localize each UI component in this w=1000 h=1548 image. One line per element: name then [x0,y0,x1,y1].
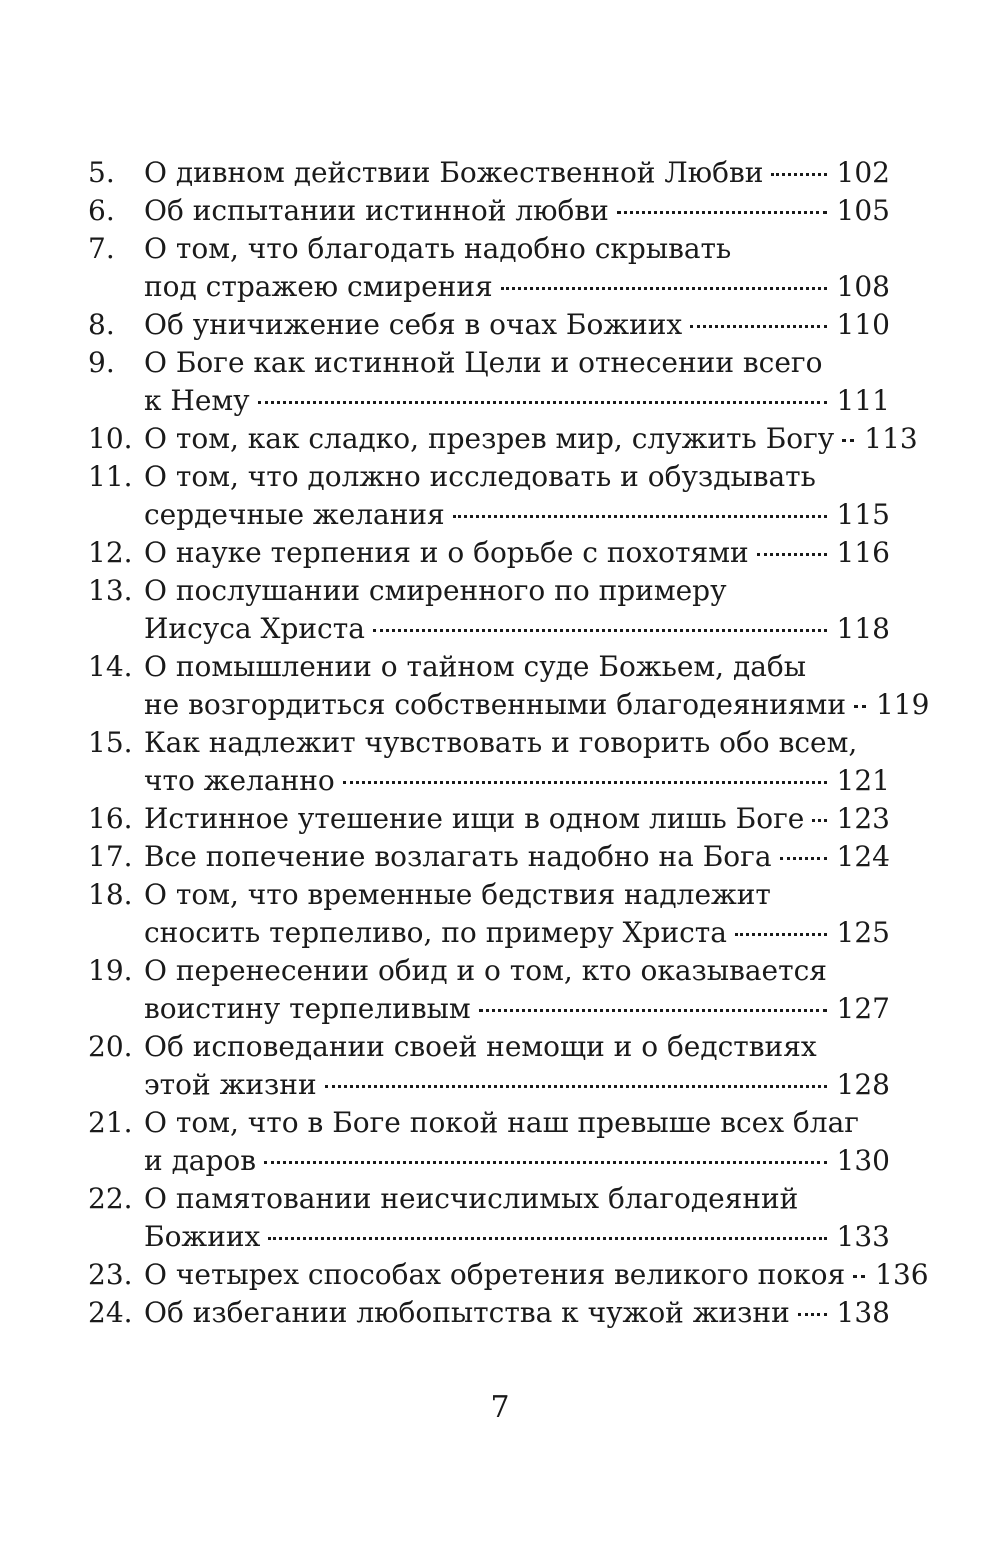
toc-entry-number: 18. [88,878,133,911]
toc-entry-title-line: О перенесении обид и о том, кто оказывается [144,954,827,987]
toc-entry-title-line: О том, что временные бедствия надлежит [144,878,771,911]
toc-entry-title-line: Об избегании любопытства к чужой жизни [144,1296,790,1329]
toc-entry-title-line: Истинное утешение ищи в одном лишь Боге [144,802,805,835]
toc-entry-page: 105 [836,194,890,227]
dot-leader [757,552,827,556]
toc-entry-title-line: сносить терпеливо, по примеру Христа [144,916,727,949]
toc-entry-page: 133 [836,1220,890,1253]
toc-entry-title [144,876,890,952]
toc-entry [88,800,890,838]
toc-entry-number: 19. [88,954,133,987]
toc-entry-title [144,534,890,572]
toc-entry-page: 102 [836,156,890,189]
toc-entry [88,952,890,1028]
toc-entry [88,876,890,952]
toc-entry-page: 123 [836,802,890,835]
toc-entry [88,1256,929,1294]
toc-entry-number: 24. [88,1296,133,1329]
dot-leader [854,704,866,708]
toc-entry-number: 17. [88,840,133,873]
toc-entry-title-line: Иисуса Христа [144,612,365,645]
dot-leader [501,286,827,290]
toc-entry-number: 20. [88,1030,133,1063]
toc-entry-number: 21. [88,1106,133,1139]
toc-entry-final-line [144,496,890,534]
toc-entry-final-line [144,534,890,572]
toc-entry-title-line: к Нему [144,384,250,417]
toc-entry [88,1180,890,1256]
toc-entry-title [144,230,890,306]
toc-entry-page: 116 [836,536,890,569]
dot-leader [735,932,827,936]
toc-entry-number: 11. [88,460,133,493]
toc-entry-title-line: этой жизни [144,1068,317,1101]
dot-leader [617,210,827,214]
toc-entry-final-line [144,1294,890,1332]
toc-entry-title [144,838,890,876]
toc-entry-number: 8. [88,308,115,341]
dot-leader [343,780,827,784]
page-number: 7 [490,1390,510,1425]
toc-entry-title-line: сердечные желания [144,498,445,531]
toc-entry-title-line: под стражею смирения [144,270,493,303]
toc-entry-page: 124 [836,840,890,873]
toc-entry-title-line: не возгордиться собственными благодеяниями [144,688,846,721]
dot-leader [842,438,854,442]
toc-entry-number: 12. [88,536,133,569]
toc-entry-final-line [144,1218,890,1256]
toc-entry-title [144,192,890,230]
toc-entry [88,572,890,648]
toc-entry-title [144,1180,890,1256]
toc-entry-title [144,420,918,458]
dot-leader [325,1084,827,1088]
toc-entry-title-line: Об уничижение себя в очах Божиих [144,308,683,341]
toc-entry-title-line: Божиих [144,1220,261,1253]
toc-entry-number: 10. [88,422,133,455]
toc-entry-number: 7. [88,232,115,265]
toc-entry-final-line [144,306,890,344]
toc-entry [88,458,890,534]
toc-entry-page: 118 [836,612,890,645]
toc-entry-page: 128 [836,1068,890,1101]
toc-entry-title-line: О помышлении о тайном суде Божьем, дабы [144,650,807,683]
toc-entry-title [144,952,890,1028]
dot-leader [373,628,827,632]
toc-entry-title-line: О дивном действии Божественной Любви [144,156,764,189]
toc-entry-number: 6. [88,194,115,227]
toc-entry [88,154,890,192]
toc-entry-final-line [144,192,890,230]
dot-leader [771,172,826,176]
toc-entry-page: 110 [836,308,890,341]
toc-entry-final-line [144,838,890,876]
dot-leader [798,1312,827,1316]
toc-entry [88,1294,890,1332]
toc-entry-title-line: Как надлежит чувствовать и говорить обо всем, [144,726,858,759]
dot-leader [264,1160,827,1164]
toc-entry-page: 111 [836,384,890,417]
toc-entry-page: 138 [836,1296,890,1329]
toc-entry-title [144,648,930,724]
dot-leader [453,514,827,518]
dot-leader [812,818,826,822]
toc-entry-title-line: О науке терпения и о борьбе с похотями [144,536,749,569]
toc-entry-number: 9. [88,346,115,379]
toc-entry-final-line [144,800,890,838]
toc-entry-page: 136 [875,1258,929,1291]
toc-entry-final-line [144,1256,929,1294]
toc-entry-final-line [144,610,890,648]
toc-entry-title-line: О четырех способах обретения великого покоя [144,1258,846,1291]
dot-leader [853,1274,865,1278]
toc-entry-title-line: Все попечение возлагать надобно на Бога [144,840,772,873]
toc-entry [88,192,890,230]
dot-leader [479,1008,827,1012]
toc-entry-title [144,458,890,534]
toc-entry [88,306,890,344]
toc-entry-title-line: О памятовании неисчислимых благодеяний [144,1182,799,1215]
toc-entry-number: 13. [88,574,133,607]
toc-entry-number: 23. [88,1258,133,1291]
dot-leader [268,1236,826,1240]
toc-entry-number: 22. [88,1182,133,1215]
toc-entry-title [144,1028,890,1104]
toc-entry-final-line [144,154,890,192]
toc-entry-title-line: Об испытании истинной любви [144,194,609,227]
toc-entry-title-line: О том, что в Боге покой наш превыше всех благ [144,1106,859,1139]
toc-entries [88,154,930,1332]
toc-entry-title [144,344,890,420]
toc-entry-title [144,1294,890,1332]
dot-leader [258,400,827,404]
toc-entry-final-line [144,1142,890,1180]
dot-leader [780,856,827,860]
toc-entry-title [144,306,890,344]
toc-entry-title-line: О том, что должно исследовать и обуздывать [144,460,816,493]
toc-entry [88,230,890,306]
toc-entry-title-line: Об исповедании своей немощи и о бедствиях [144,1030,817,1063]
toc-entry-final-line [144,268,890,306]
toc-entry-title-line: О том, как сладко, презрев мир, служить Богу [144,422,835,455]
toc-entry-final-line [144,990,890,1028]
toc-entry-title-line: О том, что благодать надобно скрывать [144,232,732,265]
table-of-contents [88,154,930,1332]
toc-entry-number: 16. [88,802,133,835]
toc-entry-title-line: О Боге как истинной Цели и отнесении всего [144,346,823,379]
toc-entry-title [144,724,890,800]
toc-entry-page: 119 [875,688,930,721]
toc-entry-number: 5. [88,156,115,189]
toc-entry-final-line [144,914,890,952]
toc-entry-title-line: и даров [144,1144,257,1177]
toc-entry-final-line [144,382,890,420]
toc-entry [88,1028,890,1104]
toc-entry-title [144,1104,890,1180]
dot-leader [690,324,826,328]
toc-entry [88,534,890,572]
toc-entry-page: 125 [836,916,890,949]
toc-entry [88,1104,890,1180]
toc-entry-number: 15. [88,726,133,759]
toc-entry-final-line [144,686,930,724]
toc-entry [88,420,918,458]
toc-entry-number: 14. [88,650,133,683]
toc-entry-title [144,154,890,192]
toc-entry-title [144,572,890,648]
toc-entry-page: 108 [836,270,890,303]
toc-entry [88,648,930,724]
toc-entry-final-line [144,762,890,800]
toc-entry-page: 121 [836,764,890,797]
toc-entry [88,838,890,876]
toc-entry-final-line [144,420,918,458]
toc-entry-title [144,1256,929,1294]
toc-entry-title-line: что желанно [144,764,335,797]
toc-entry-title-line: О послушании смиренного по примеру [144,574,727,607]
toc-entry-title-line: воистину терпеливым [144,992,471,1025]
toc-entry-page: 130 [836,1144,890,1177]
toc-entry-page: 127 [836,992,890,1025]
toc-entry-title [144,800,890,838]
toc-entry [88,344,890,420]
toc-entry-page: 113 [864,422,918,455]
toc-entry-final-line [144,1066,890,1104]
toc-entry-page: 115 [836,498,890,531]
toc-entry [88,724,890,800]
